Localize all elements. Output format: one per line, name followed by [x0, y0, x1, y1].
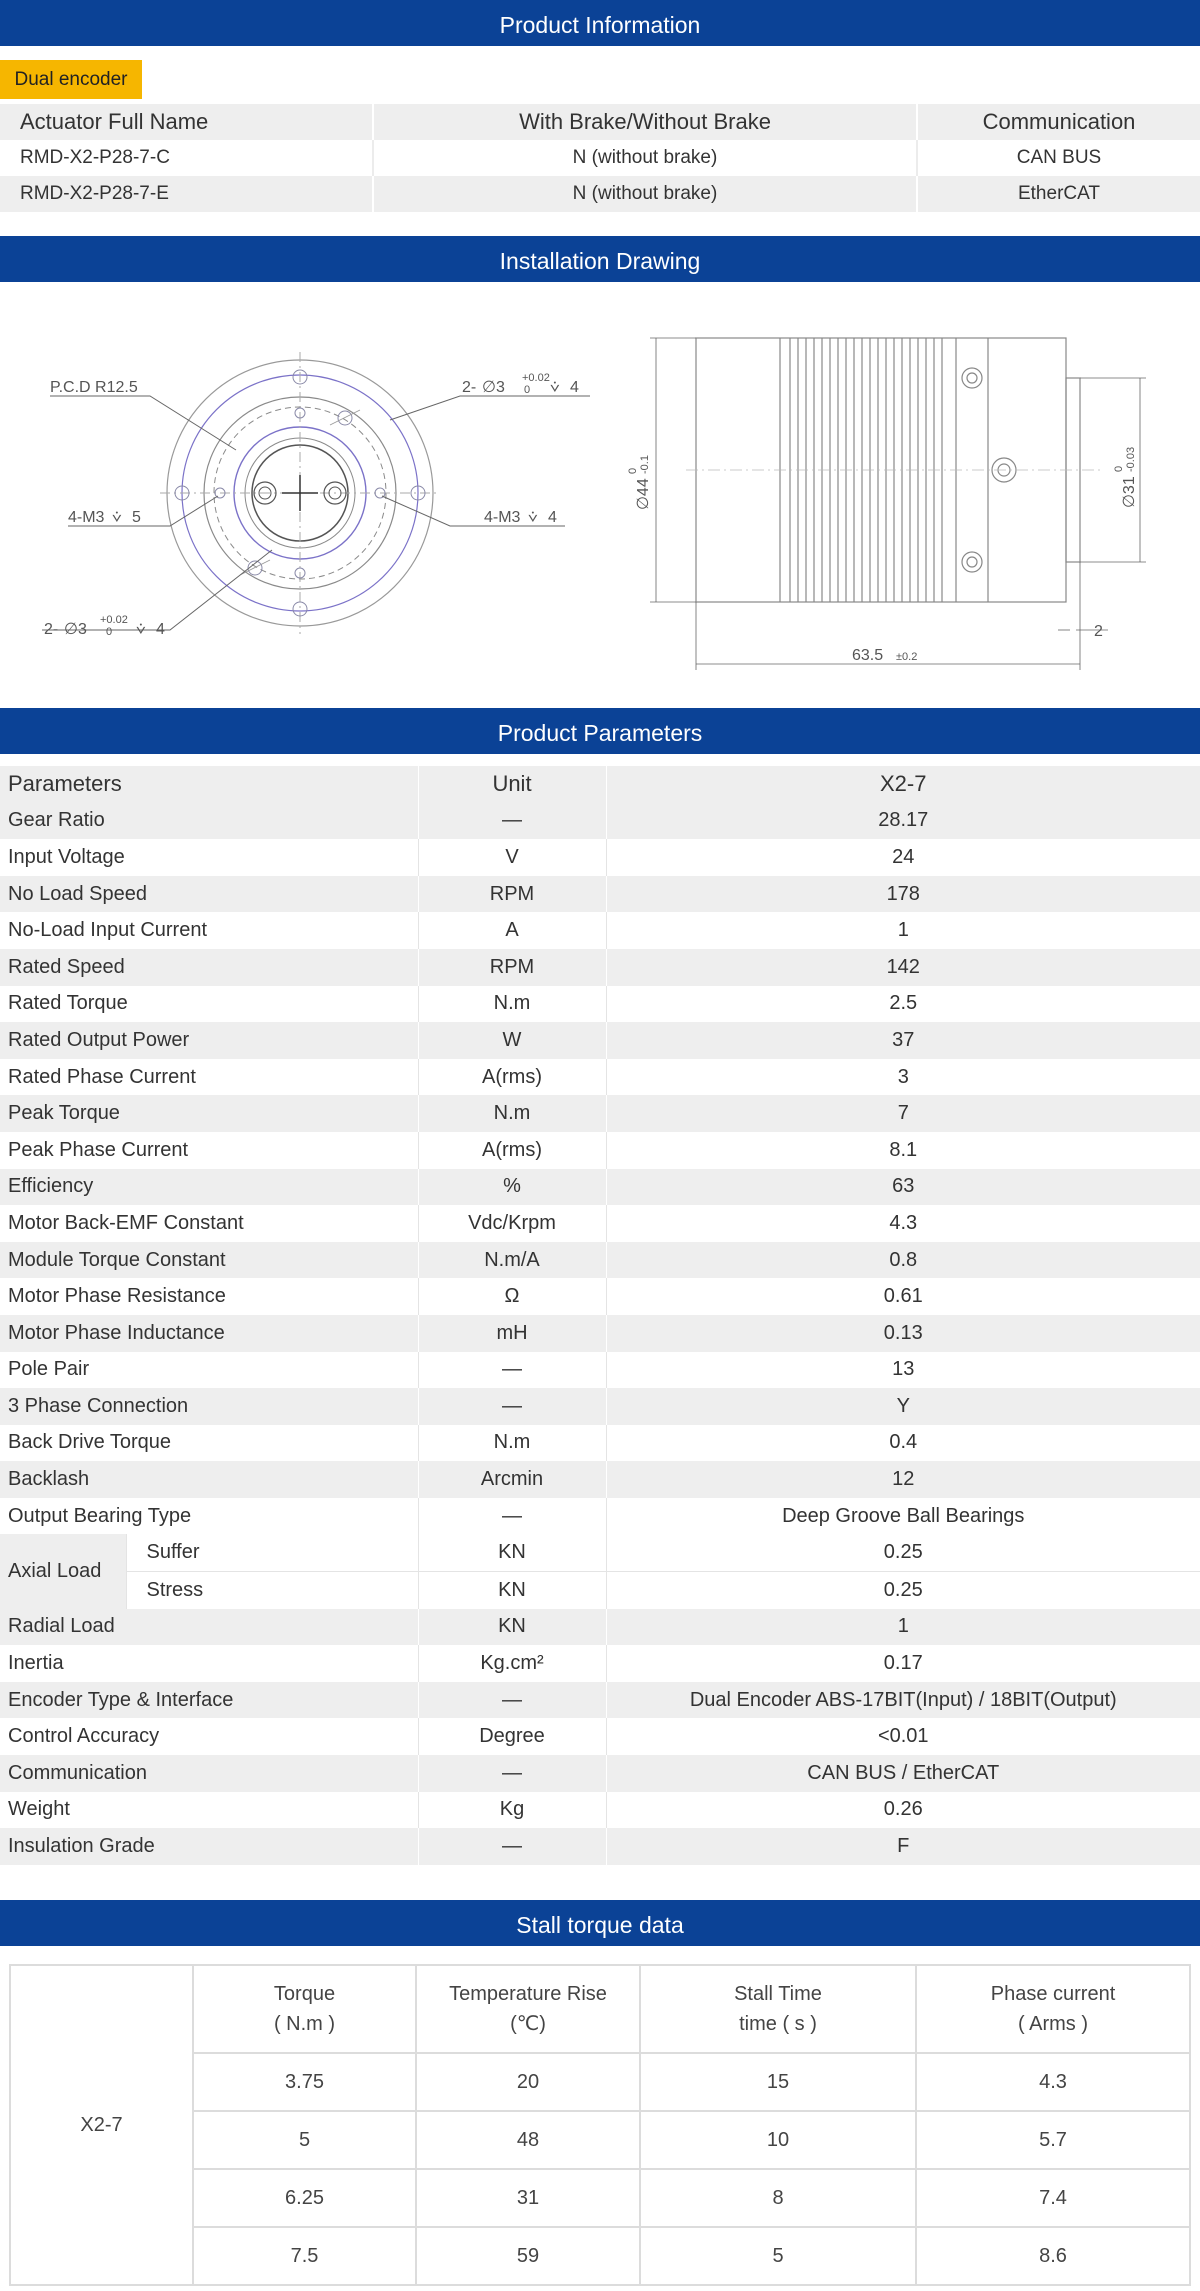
- table-cell: 8: [640, 2169, 916, 2227]
- table-row: [0, 876, 1200, 913]
- hole-bot-label: 2-: [44, 621, 59, 638]
- table-row: [0, 1572, 1200, 1609]
- parameter-unit: —: [418, 1352, 606, 1389]
- depth-icon: ⩒: [112, 509, 122, 526]
- table-cell: 7.4: [916, 2169, 1190, 2227]
- hole-top-tol-dn: 0: [524, 384, 531, 396]
- table-cell: 4.3: [916, 2053, 1190, 2111]
- parameter-value: 1: [606, 1609, 1200, 1646]
- parameter-unit: N.m: [418, 1095, 606, 1132]
- parameter-value: 37: [606, 1022, 1200, 1059]
- column-header: Parameters: [0, 766, 418, 803]
- parameter-value: 4.3: [889, 1211, 918, 1234]
- parameter-name: 3 Phase Connection: [0, 1388, 418, 1425]
- table-row: [0, 1718, 1200, 1755]
- dia-44-tol-dn: -0.1: [639, 455, 651, 474]
- parameter-value: CAN BUS / EtherCAT: [606, 1755, 1200, 1792]
- parameter-value: Deep Groove Ball Bearings: [782, 1504, 1025, 1527]
- parameter-unit: —: [418, 803, 606, 840]
- table-cell: 10: [640, 2111, 916, 2169]
- table-row: [0, 1242, 1200, 1279]
- table-row: [0, 1169, 1200, 1206]
- parameter-value: 8.1: [889, 1138, 918, 1161]
- parameter-value: Y: [606, 1388, 1200, 1425]
- model-cell: X2-7: [10, 1965, 193, 2285]
- dia-31-tol-dn: -0.03: [1125, 446, 1137, 472]
- parameter-unit: —: [418, 1498, 606, 1535]
- table-row: [0, 912, 1200, 949]
- parameter-unit: N.m: [418, 986, 606, 1023]
- parameter-value: 0.13: [606, 1315, 1200, 1352]
- table-row: [0, 1498, 1200, 1535]
- parameter-unit: —: [418, 1828, 606, 1865]
- depth-icon: ⩒: [136, 621, 146, 638]
- table-cell: 5.7: [916, 2111, 1190, 2169]
- header-line: Stall Time: [734, 1983, 822, 2005]
- parameter-value: 3: [897, 1065, 909, 1088]
- parameter-unit: RPM: [418, 876, 606, 913]
- parameter-name: Input Voltage: [0, 839, 418, 876]
- table-cell: 3.75: [193, 2053, 416, 2111]
- parameter-name: Communication: [0, 1755, 418, 1792]
- hole-bot-tol-dn: 0: [106, 626, 113, 638]
- parameter-unit: A(rms): [418, 1059, 606, 1096]
- table-cell: RMD-X2-P28-7-E: [0, 176, 373, 212]
- parameter-name: Motor Phase Resistance: [0, 1278, 418, 1315]
- dia-31-tol-up: 0: [1113, 465, 1125, 472]
- parameter-value: 63: [606, 1169, 1200, 1206]
- parameter-value: Dual Encoder ABS-17BIT(Input) / 18BIT(Output): [606, 1682, 1200, 1719]
- table-row: [0, 1315, 1200, 1352]
- table-cell: 5: [640, 2227, 916, 2285]
- installation-drawing: [0, 300, 1200, 690]
- table-header-row: [0, 766, 1200, 803]
- table-row: [0, 1792, 1200, 1829]
- column-header: [193, 1965, 416, 2053]
- parameter-name: Gear Ratio: [0, 803, 418, 840]
- parameter-unit: KN: [418, 1534, 606, 1571]
- table-row: [0, 839, 1200, 876]
- parameter-unit: A(rms): [418, 1132, 606, 1169]
- column-header: Communication: [917, 104, 1200, 140]
- section-title: Product Information: [499, 12, 701, 38]
- parameter-value: 0.25: [606, 1534, 1200, 1571]
- hole-bot-dia: ∅3: [64, 621, 87, 638]
- table-cell: 5: [193, 2111, 416, 2169]
- hole-top-tol-up: +0.02: [522, 372, 550, 384]
- table-row: [0, 1132, 1200, 1169]
- parameter-unit: —: [418, 1755, 606, 1792]
- table-row: [0, 1828, 1200, 1865]
- parameter-name: Axial Load: [0, 1534, 126, 1608]
- header-unit: time ( s ): [739, 2013, 817, 2035]
- parameter-unit: V: [418, 839, 606, 876]
- parameter-value: 0.61: [883, 1285, 923, 1308]
- column-header: X2-7: [606, 766, 1200, 803]
- column-header: [916, 1965, 1190, 2053]
- front-view-labels: [44, 372, 579, 638]
- parameter-value: 0.25: [606, 1572, 1200, 1609]
- parameter-name: Output Bearing Type: [0, 1498, 418, 1535]
- length-label: 63.5: [852, 647, 884, 664]
- parameter-name: Peak Phase Current: [0, 1132, 418, 1169]
- table-cell: N (without brake): [373, 176, 917, 212]
- hole-top-depth: 4: [570, 379, 579, 396]
- table-row: [0, 803, 1200, 840]
- m3-right-depth: 4: [548, 509, 557, 526]
- product-information-header: [0, 0, 1200, 46]
- section-title: Installation Drawing: [499, 248, 701, 274]
- parameter-name: Rated Speed: [0, 949, 418, 986]
- parameter-value: 2.5: [889, 992, 918, 1015]
- parameter-value: 1: [897, 919, 909, 942]
- table-row: [0, 1059, 1200, 1096]
- depth-icon: ⩒: [528, 509, 538, 526]
- table-row: [0, 1609, 1200, 1646]
- parameter-value: 13: [892, 1358, 915, 1381]
- parameter-unit: Kg: [418, 1792, 606, 1829]
- parameter-name: Module Torque Constant: [0, 1242, 418, 1279]
- column-header: [416, 1965, 640, 2053]
- parameter-unit: KN: [418, 1609, 606, 1646]
- column-header: Unit: [418, 766, 606, 803]
- parameter-unit: N.m/A: [418, 1242, 606, 1279]
- parameter-unit: Arcmin: [418, 1461, 606, 1498]
- parameter-name: Weight: [0, 1792, 418, 1829]
- stall-torque-header: [0, 1900, 1200, 1946]
- column-header: [640, 1965, 916, 2053]
- table-row: [0, 986, 1200, 1023]
- table-cell: 20: [416, 2053, 640, 2111]
- parameter-name: Rated Phase Current: [0, 1059, 418, 1096]
- parameter-unit: A: [418, 912, 606, 949]
- pcd-label: P.C.D R12.5: [50, 379, 138, 396]
- parameter-unit: RPM: [418, 949, 606, 986]
- header-line: Temperature Rise: [449, 1983, 607, 2005]
- table-cell: EtherCAT: [917, 176, 1200, 212]
- table-row: [0, 1278, 1200, 1315]
- table-row: [0, 1095, 1200, 1132]
- table-row: [0, 1352, 1200, 1389]
- table-cell: 48: [416, 2111, 640, 2169]
- table-row: [0, 1534, 1200, 1571]
- product-info-table: [0, 104, 1200, 212]
- depth-icon: ⩒: [550, 379, 560, 396]
- parameter-value: 28.17: [606, 803, 1200, 840]
- stall-header-row: [10, 1965, 1190, 2053]
- parameter-value: 142: [606, 949, 1200, 986]
- parameter-value: F: [606, 1828, 1200, 1865]
- parameter-name: No Load Speed: [0, 876, 418, 913]
- parameter-unit: Vdc/Krpm: [418, 1205, 606, 1242]
- table-row: [0, 140, 1200, 176]
- m3-left-depth: 5: [132, 509, 141, 526]
- table-row: [0, 1425, 1200, 1462]
- hole-bot-depth: 4: [156, 621, 165, 638]
- parameter-unit: Degree: [418, 1718, 606, 1755]
- parameter-value: 0.17: [606, 1645, 1200, 1682]
- hole-top-label: 2-: [462, 379, 477, 396]
- parameter-name: Radial Load: [0, 1609, 418, 1646]
- header-unit: ( Arms ): [1018, 2013, 1088, 2035]
- table-cell: RMD-X2-P28-7-C: [0, 140, 373, 176]
- column-header: Actuator Full Name: [0, 104, 373, 140]
- product-parameters-header: [0, 708, 1200, 754]
- m3-right-label: 4-M3: [484, 509, 521, 526]
- parameter-unit: —: [418, 1682, 606, 1719]
- table-row: [0, 1755, 1200, 1792]
- table-row: [0, 176, 1200, 212]
- parameter-value: 0.8: [606, 1242, 1200, 1279]
- section-title: Product Parameters: [497, 720, 703, 746]
- installation-drawing-header: [0, 236, 1200, 282]
- parameter-name: Inertia: [0, 1645, 418, 1682]
- table-cell: 7.5: [193, 2227, 416, 2285]
- dia-44-tol-up: 0: [627, 467, 639, 474]
- parameter-unit: Ω: [418, 1278, 606, 1315]
- parameter-name: Control Accuracy: [0, 1718, 418, 1755]
- parameter-subname: Suffer: [126, 1534, 418, 1571]
- parameter-name: Motor Phase Inductance: [0, 1315, 418, 1352]
- table-row: [0, 1645, 1200, 1682]
- column-header: With Brake/Without Brake: [373, 104, 917, 140]
- table-cell: 8.6: [916, 2227, 1190, 2285]
- header-unit: (℃): [510, 2013, 546, 2035]
- parameter-unit: %: [418, 1169, 606, 1206]
- table-row: [0, 1461, 1200, 1498]
- table-row: [0, 949, 1200, 986]
- table-cell: CAN BUS: [1016, 147, 1102, 168]
- table-row: [0, 1022, 1200, 1059]
- parameter-value: 12: [606, 1461, 1200, 1498]
- parameter-name: Back Drive Torque: [0, 1425, 418, 1462]
- table-cell: 15: [640, 2053, 916, 2111]
- parameter-unit: KN: [418, 1572, 606, 1609]
- table-cell: 59: [416, 2227, 640, 2285]
- parameter-name: Backlash: [0, 1461, 418, 1498]
- stall-torque-table: [9, 1964, 1191, 2286]
- parameter-unit: N.m: [418, 1425, 606, 1462]
- parameter-name: No-Load Input Current: [0, 912, 418, 949]
- header-unit: ( N.m ): [273, 2013, 336, 2035]
- parameter-unit: W: [418, 1022, 606, 1059]
- hole-bot-tol-up: +0.02: [100, 614, 128, 626]
- side-view: [650, 338, 1146, 670]
- parameter-value: 178: [606, 876, 1200, 913]
- parameter-name: Motor Back-EMF Constant: [0, 1205, 418, 1242]
- table-cell: N (without brake): [373, 140, 917, 176]
- table-cell: 6.25: [193, 2169, 416, 2227]
- dia-31-label: ∅31: [1121, 476, 1138, 508]
- hole-top-dia: ∅3: [482, 379, 505, 396]
- header-line: Torque: [273, 1983, 336, 2005]
- table-row: [0, 1388, 1200, 1425]
- parameter-unit: Kg.cm²: [418, 1645, 606, 1682]
- parameter-unit: —: [418, 1388, 606, 1425]
- table-row: [0, 1682, 1200, 1719]
- parameter-name: Rated Output Power: [0, 1022, 418, 1059]
- parameter-subname: Stress: [126, 1572, 418, 1609]
- parameter-value: 0.26: [606, 1792, 1200, 1829]
- parameter-value: 0.4: [889, 1431, 918, 1454]
- parameter-name: Insulation Grade: [0, 1828, 418, 1865]
- parameter-value: 24: [892, 845, 915, 868]
- parameter-name: Encoder Type & Interface: [0, 1682, 418, 1719]
- table-cell: 31: [416, 2169, 640, 2227]
- parameter-name: Peak Torque: [0, 1095, 418, 1132]
- parameter-unit: mH: [418, 1315, 606, 1352]
- table-row: [0, 1205, 1200, 1242]
- parameters-table: [0, 766, 1200, 1865]
- parameter-name: Pole Pair: [0, 1352, 418, 1389]
- parameter-name: Efficiency: [0, 1169, 418, 1206]
- side-view-labels: [627, 447, 1138, 664]
- m3-left-label: 4-M3: [68, 509, 105, 526]
- gap-label: 2: [1094, 623, 1103, 640]
- section-title: Stall torque data: [516, 1912, 684, 1938]
- parameter-name: Rated Torque: [0, 986, 418, 1023]
- parameter-value: 7: [606, 1095, 1200, 1132]
- length-tol: ±0.2: [896, 651, 918, 663]
- dia-44-label: ∅44: [635, 478, 652, 510]
- parameter-value: <0.01: [606, 1718, 1200, 1755]
- header-line: Phase current: [990, 1983, 1116, 2005]
- dual-encoder-badge: Dual encoder: [0, 60, 142, 99]
